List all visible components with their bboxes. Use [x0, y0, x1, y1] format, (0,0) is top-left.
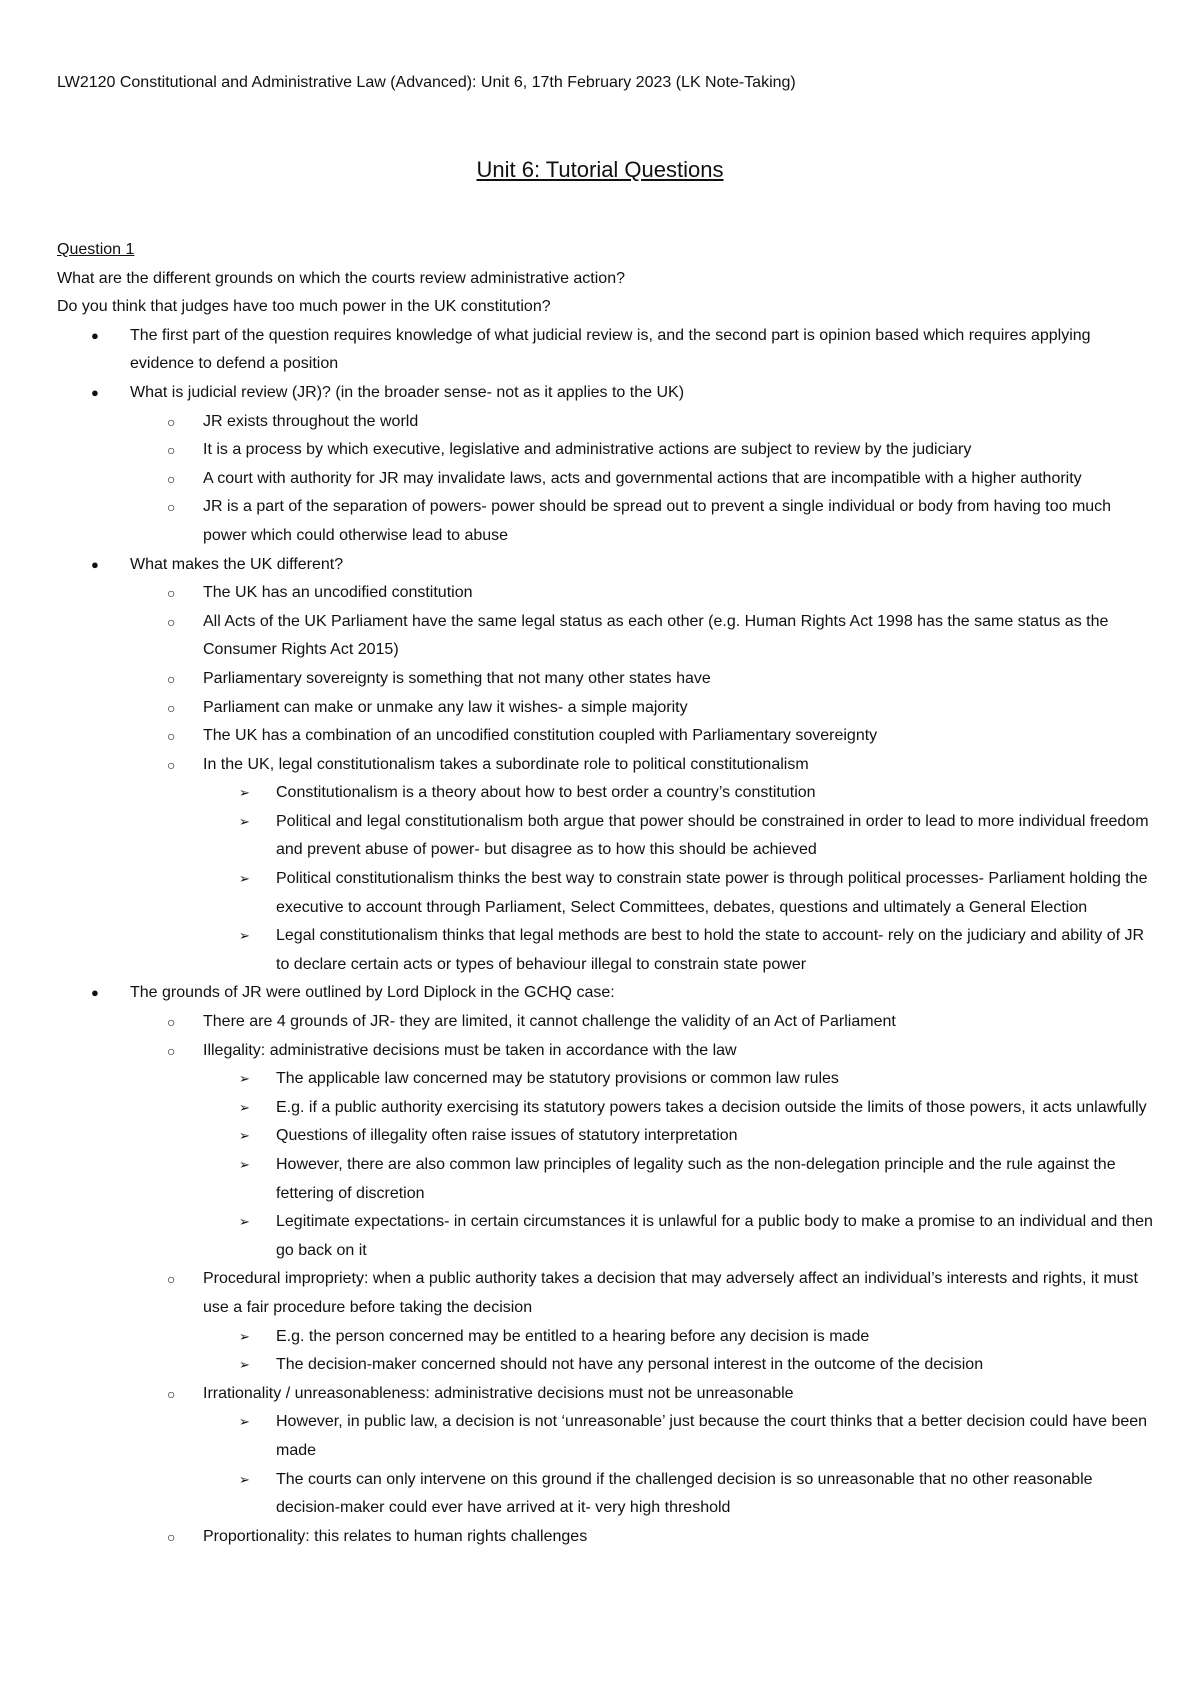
circle-bullet-icon: ○ [167, 1271, 176, 1288]
arrow-bullet-icon: ➢ [239, 1414, 250, 1430]
list-item [57, 379, 1157, 408]
circle-bullet-icon: ○ [167, 499, 176, 516]
list-item [57, 1065, 1157, 1094]
list-item [57, 1037, 1157, 1066]
list-item [57, 608, 1157, 665]
arrow-bullet-icon: ➢ [239, 1128, 250, 1144]
list-item-text: E.g. the person concerned may be entitled to a hearing before any decision is made [276, 1327, 870, 1345]
list-item-text: The applicable law concerned may be statutory provisions or common law rules [276, 1070, 839, 1088]
circle-bullet-icon: ○ [167, 442, 176, 459]
list-item-text: The UK has an uncodified constitution [203, 584, 473, 602]
list-item-text: The first part of the question requires knowledge of what judicial review is, and the second part is opinion based which requires applying evidence to defend a position [130, 326, 1091, 373]
circle-bullet-icon: ○ [167, 1528, 176, 1545]
list-item-text: JR is a part of the separation of powers- power should be spread out to prevent a single individual or body from having too much power which could otherwise lead to abuse [203, 498, 1112, 544]
list-item [57, 408, 1157, 437]
arrow-bullet-icon: ➢ [239, 785, 250, 801]
list-item [57, 1351, 1157, 1380]
circle-bullet-icon: ○ [167, 728, 176, 745]
bullet-icon: ● [91, 556, 99, 572]
bullet-icon: ● [91, 327, 99, 343]
list-item-text: JR exists throughout the world [203, 412, 419, 430]
list-item-text: What makes the UK different? [130, 555, 344, 573]
list-item [57, 865, 1157, 922]
list-item-text: Procedural impropriety: when a public authority takes a decision that may adversely affect an individual’s interests and rights, it must use a fair procedure before taking the decision [203, 1270, 1138, 1316]
document-header: LW2120 Constitutional and Administrative Law (Advanced): Unit 6, 17th February 2023 (LK Note-Taking) [57, 74, 796, 91]
list-item [57, 1008, 1157, 1037]
list-item [57, 1208, 1157, 1265]
arrow-bullet-icon: ➢ [239, 1357, 250, 1373]
circle-bullet-icon: ○ [167, 699, 176, 716]
arrow-bullet-icon: ➢ [239, 871, 250, 887]
list-item [57, 1094, 1157, 1123]
circle-bullet-icon: ○ [167, 756, 176, 773]
bullet-icon: ● [91, 384, 99, 400]
list-item-text: Constitutionalism is a theory about how to best order a country’s constitution [276, 784, 816, 802]
list-item [57, 551, 1157, 580]
arrow-bullet-icon: ➢ [239, 1099, 250, 1115]
circle-bullet-icon: ○ [167, 670, 176, 687]
arrow-bullet-icon: ➢ [239, 1214, 250, 1230]
arrow-bullet-icon: ➢ [239, 1071, 250, 1087]
question-heading: Question 1 [57, 241, 135, 258]
arrow-bullet-icon: ➢ [239, 1471, 250, 1487]
list-item-text: The courts can only intervene on this ground if the challenged decision is so unreasonable that no other reasonable decision-maker could ever have arrived at it- very high threshold [276, 1470, 1093, 1517]
list-item-text: Legitimate expectations- in certain circumstances it is unlawful for a public body to make a promise to an individual and then go back on it [276, 1213, 1153, 1259]
bullet-icon: ● [91, 985, 99, 1001]
list-item [57, 751, 1157, 780]
list-item [57, 1408, 1157, 1465]
list-item [57, 465, 1157, 494]
question-line: Do you think that judges have too much power in the UK constitution? [57, 298, 551, 316]
list-item-text: What is judicial review (JR)? (in the broader sense- not as it applies to the UK) [130, 383, 685, 401]
circle-bullet-icon: ○ [167, 1385, 176, 1402]
arrow-bullet-icon: ➢ [239, 1328, 250, 1344]
list-item [57, 1265, 1157, 1322]
list-item [57, 322, 1157, 379]
list-item [57, 1523, 1157, 1552]
list-item-text: The decision-maker concerned should not have any personal interest in the outcome of the decision [276, 1356, 984, 1374]
list-item [57, 665, 1157, 694]
list-item-text: In the UK, legal constitutionalism takes a subordinate role to political constitutionalism [203, 755, 809, 773]
list-item-text: Illegality: administrative decisions must be taken in accordance with the law [203, 1041, 737, 1059]
list-item [57, 722, 1157, 751]
page-title: Unit 6: Tutorial Questions [476, 157, 724, 182]
list-item [57, 493, 1157, 550]
notes-list [57, 322, 1157, 1552]
list-item-text: Legal constitutionalism thinks that legal methods are best to hold the state to account- rely on the judiciary and ability of JR to declare certain acts or types of behaviour illegal to constrain state power [276, 927, 1145, 973]
circle-bullet-icon: ○ [167, 613, 176, 630]
list-item [57, 694, 1157, 723]
list-item-text: Parliament can make or unmake any law it wishes- a simple majority [203, 698, 688, 716]
list-item [57, 1466, 1157, 1523]
list-item [57, 1323, 1157, 1352]
list-item-text: However, in public law, a decision is not ‘unreasonable’ just because the court thinks that a better decision could have been made [276, 1413, 1148, 1459]
list-item-text: Parliamentary sovereignty is something that not many other states have [203, 669, 711, 687]
list-item [57, 1122, 1157, 1151]
list-item-text: Proportionality: this relates to human rights challenges [203, 1527, 588, 1545]
circle-bullet-icon: ○ [167, 470, 176, 487]
list-item [57, 979, 1157, 1008]
document-body [57, 236, 1157, 1551]
list-item-text: Questions of illegality often raise issues of statutory interpretation [276, 1127, 738, 1145]
list-item-text: All Acts of the UK Parliament have the same legal status as each other (e.g. Human Rights Act 1998 has the same status as the Consumer Rights Act 2015) [203, 612, 1109, 659]
list-item-text: The UK has a combination of an uncodified constitution coupled with Parliamentary sovereignty [203, 727, 878, 745]
list-item [57, 808, 1157, 865]
circle-bullet-icon: ○ [167, 1042, 176, 1059]
list-item-text: Political constitutionalism thinks the best way to constrain state power is through political processes- Parliament holding the executive to account through Parliament, Select Committees, debates, questions and ultimately a General Election [276, 870, 1148, 916]
list-item [57, 779, 1157, 808]
list-item-text: However, there are also common law principles of legality such as the non-delegation principle and the rule against the fettering of discretion [276, 1156, 1116, 1202]
list-item [57, 1380, 1157, 1409]
list-item-text: Irrationality / unreasonableness: administrative decisions must not be unreasonable [203, 1384, 794, 1402]
list-item-text: A court with authority for JR may invalidate laws, acts and governmental actions that are incompatible with a higher authority [203, 469, 1082, 487]
circle-bullet-icon: ○ [167, 413, 176, 430]
list-item [57, 579, 1157, 608]
circle-bullet-icon: ○ [167, 1014, 176, 1031]
arrow-bullet-icon: ➢ [239, 928, 250, 944]
list-item-text: It is a process by which executive, legislative and administrative actions are subject to review by the judiciary [203, 441, 972, 459]
circle-bullet-icon: ○ [167, 585, 176, 602]
arrow-bullet-icon: ➢ [239, 1157, 250, 1172]
list-item-text: E.g. if a public authority exercising its statutory powers takes a decision outside the limits of those powers, it acts unlawfully [276, 1098, 1147, 1116]
list-item-text: There are 4 grounds of JR- they are limited, it cannot challenge the validity of an Act of Parliament [203, 1013, 896, 1031]
question-line: What are the different grounds on which the courts review administrative action? [57, 269, 625, 287]
arrow-bullet-icon: ➢ [239, 813, 250, 829]
list-item [57, 436, 1157, 465]
list-item-text: The grounds of JR were outlined by Lord Diplock in the GCHQ case: [130, 984, 615, 1002]
list-item-text: Political and legal constitutionalism both argue that power should be constrained in order to lead to more individual freedom and prevent abuse of power- but disagree as to how this should be achieved [276, 812, 1149, 859]
list-item [57, 922, 1157, 979]
list-item [57, 1151, 1157, 1208]
